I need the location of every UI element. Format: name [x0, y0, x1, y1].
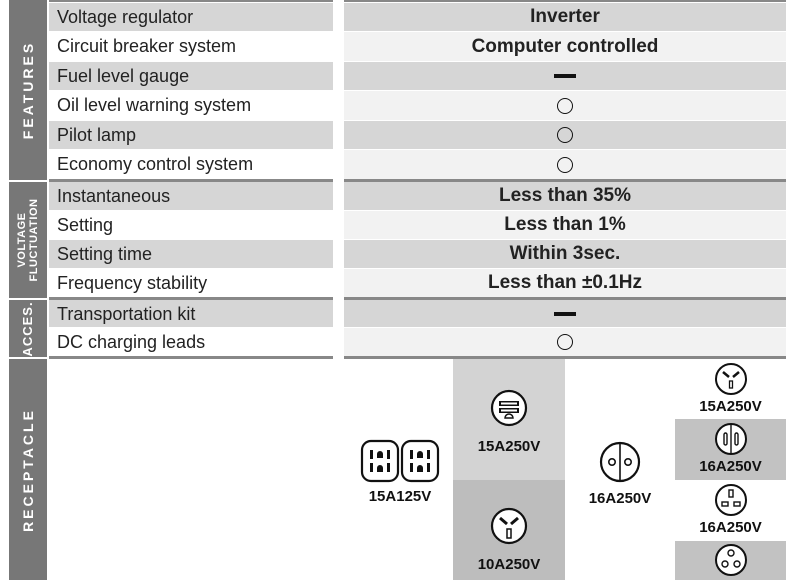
row-value-dash	[344, 300, 786, 327]
receptacle-label: 15A250V	[477, 438, 541, 455]
outlet-three-pin-icon	[714, 483, 748, 517]
row-label: DC charging leads	[49, 328, 333, 356]
top-separator-right	[344, 0, 786, 2]
row-value: Less than 1%	[344, 211, 786, 239]
receptacle-15a250v-twist	[453, 388, 565, 455]
row-label: Economy control system	[49, 150, 333, 179]
dash-symbol	[554, 74, 576, 78]
row-value-dash	[344, 62, 786, 90]
row-label: Transportation kit	[49, 300, 333, 327]
section-voltage-fluctuation-label	[16, 199, 40, 282]
row-label: Oil level warning system	[49, 91, 333, 120]
row-label: Setting	[49, 211, 333, 239]
separator-receptacle-right	[344, 356, 786, 359]
section-accessories	[9, 300, 47, 357]
receptacle-partial	[675, 543, 786, 577]
row-label: Voltage regulator	[49, 3, 333, 31]
row-label: Setting time	[49, 240, 333, 268]
row-label: Fuel level gauge	[49, 62, 333, 90]
row-value-circle	[344, 121, 786, 149]
receptacle-16a250v-schuko	[565, 440, 675, 507]
section-voltage-label-line2: FLUCTUATION	[28, 198, 40, 282]
receptacle-15a250v-au	[675, 362, 786, 415]
receptacle-label: 16A250V	[699, 519, 762, 536]
section-voltage-label-line1: VOLTAGE	[16, 212, 28, 268]
section-receptacle	[9, 359, 47, 580]
outlet-schuko-icon	[598, 440, 642, 484]
receptacle-10a250v	[453, 506, 565, 573]
row-value: Computer controlled	[344, 32, 786, 61]
receptacle-label: 15A250V	[699, 398, 762, 415]
row-value: Inverter	[344, 3, 786, 31]
receptacle-16a250v-round	[675, 422, 786, 475]
row-label: Circuit breaker system	[49, 32, 333, 61]
circle-symbol	[557, 334, 573, 350]
row-value-circle	[344, 150, 786, 179]
outlet-au-icon	[489, 506, 529, 546]
section-receptacle-label: RECEPTACLE	[20, 407, 36, 532]
section-voltage-fluctuation	[9, 182, 47, 298]
section-accessories-label: ACCES.	[20, 300, 35, 357]
duplex-outlet-icon	[360, 438, 440, 484]
outlet-schuko-small-icon	[714, 422, 748, 456]
row-value-circle	[344, 91, 786, 120]
receptacle-label: 16A250V	[699, 458, 762, 475]
outlet-round-three-pin-icon	[714, 543, 748, 577]
outlet-angled-icon	[714, 362, 748, 396]
row-value: Less than 35%	[344, 182, 786, 210]
circle-symbol	[557, 157, 573, 173]
circle-symbol	[557, 98, 573, 114]
outlet-twistlock-icon	[489, 388, 529, 428]
row-label: Instantaneous	[49, 182, 333, 210]
receptacle-label: 16A250V	[588, 490, 652, 507]
receptacle-16a250v-uk	[675, 483, 786, 536]
receptacle-label: 15A125V	[368, 488, 432, 505]
receptacle-15a125v	[358, 438, 442, 505]
receptacle-label: 10A250V	[477, 556, 541, 573]
top-separator	[49, 0, 333, 2]
row-value: Less than ±0.1Hz	[344, 269, 786, 297]
row-value: Within 3sec.	[344, 240, 786, 268]
dash-symbol	[554, 312, 576, 316]
row-label: Frequency stability	[49, 269, 333, 297]
section-features	[9, 0, 47, 180]
section-features-label: FEATURES	[20, 40, 36, 140]
row-label: Pilot lamp	[49, 121, 333, 149]
separator-receptacle	[49, 356, 333, 359]
circle-symbol	[557, 127, 573, 143]
row-value-circle	[344, 328, 786, 356]
